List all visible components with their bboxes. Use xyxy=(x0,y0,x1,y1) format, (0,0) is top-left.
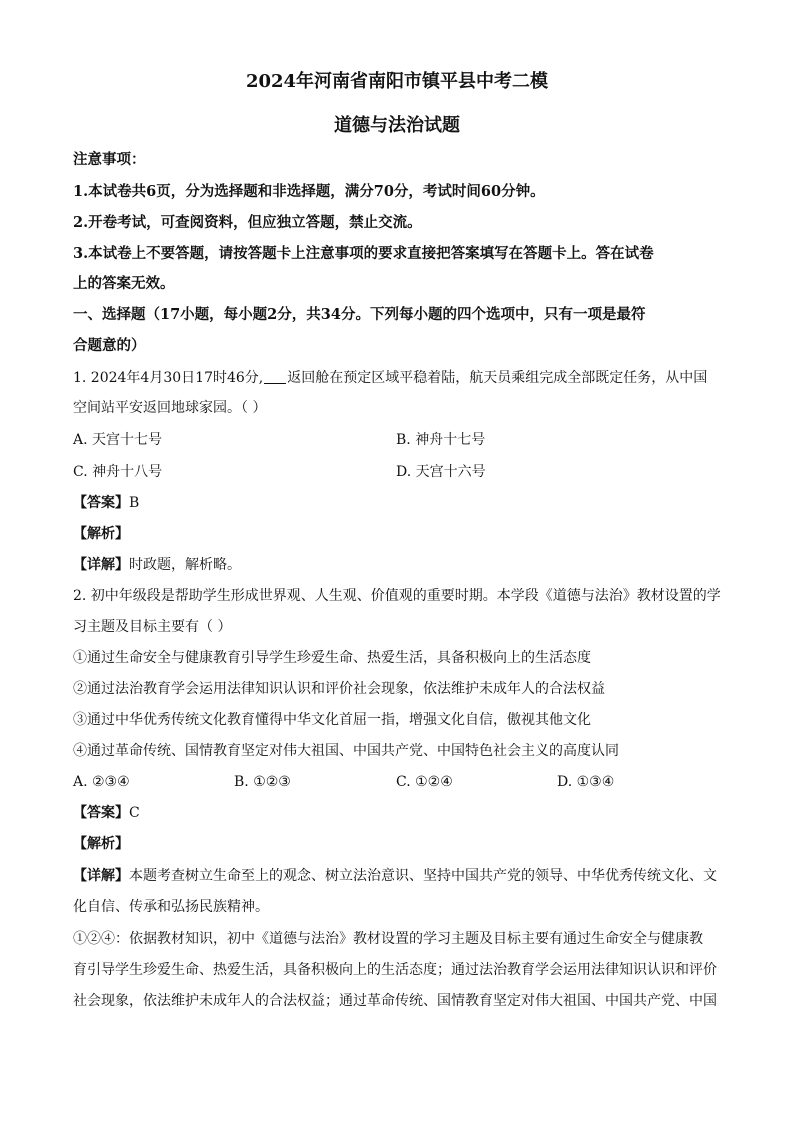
q2-detail xyxy=(73,866,717,886)
note-item: 1.本试卷共6页，分为选择题和非选择题，满分70分，考试时间60分钟。 xyxy=(73,183,545,200)
answer-value: C xyxy=(129,805,140,821)
notes-heading: 注意事项： xyxy=(73,151,146,168)
q2-item: ④通过革命传统、国情教育坚定对伟大祖国、中国共产党、中国特色社会主义的高度认同 xyxy=(73,743,619,759)
q1-stem-end: 返回舱在预定区域平稳着陆，航天员乘组完成全部既定任务，从中国 xyxy=(287,370,708,386)
q1-option-b: B. 神舟十七号 xyxy=(396,432,486,448)
detail-text: 时政题，解析略。 xyxy=(129,557,241,573)
answer-label: 【答案】 xyxy=(73,495,129,511)
q2-analysis-label: 【解析】 xyxy=(73,836,129,852)
q1-blank xyxy=(264,369,286,384)
q2-item: ①通过生命安全与健康教育引导学生珍爱生命、热爱生活，具备积极向上的生活态度 xyxy=(73,650,591,666)
section-heading: 一、选择题（17小题，每小题2分，共34分。下列每小题的四个选项中，只有一项是最符 xyxy=(73,306,646,323)
q1-stem-start: 1. 2024年4月30日17时46分, xyxy=(73,370,264,386)
q2-detail-cont: 育引导学生珍爱生命、热爱生活，具备积极向上的生活态度；通过法治教育学会运用法律知识认识和评价 xyxy=(73,962,717,978)
q2-detail-cont: ①②④：依据教材知识，初中《道德与法治》教材设置的学习主题及目标主要有通过生命安全与健康教 xyxy=(73,931,703,947)
detail-text: 本题考查树立生命至上的观念、树立法治意识、坚持中国共产党的领导、中华优秀传统文化、文 xyxy=(129,868,717,884)
note-item: 上的答案无效。 xyxy=(73,275,175,292)
section-heading-cont: 合题意的） xyxy=(73,337,146,354)
q1-option-c: C. 神舟十八号 xyxy=(73,464,163,480)
q2-answer xyxy=(73,803,140,823)
page-title: 2024年河南省南阳市镇平县中考二模 xyxy=(245,71,549,92)
q2-stem-cont: 习主题及目标主要有（ ） xyxy=(73,619,232,635)
q2-detail-cont: 化自信、传承和弘扬民族精神。 xyxy=(73,899,269,915)
answer-label: 【答案】 xyxy=(73,805,129,821)
q1-stem-cont: 空间站平安返回地球家园。（ ） xyxy=(73,400,267,416)
q1-option-d: D. 天宫十六号 xyxy=(396,464,486,480)
q1-stem xyxy=(73,368,707,388)
q2-detail-cont: 社会现象，依法维护未成年人的合法权益；通过革命传统、国情教育坚定对伟大祖国、中国共产党、中国 xyxy=(73,993,717,1009)
q1-analysis-label: 【解析】 xyxy=(73,526,129,542)
q2-item: ②通过法治教育学会运用法律知识认识和评价社会现象，依法维护未成年人的合法权益 xyxy=(73,681,605,697)
note-item: 3.本试卷上不要答题，请按答题卡上注意事项的要求直接把答案填写在答题卡上。答在试卷 xyxy=(73,245,654,262)
q2-option-b: B. ①②③ xyxy=(234,774,291,790)
q2-option-a: A. ②③④ xyxy=(73,774,130,790)
page-subtitle: 道德与法治试题 xyxy=(334,115,460,136)
q1-option-a: A. 天宫十七号 xyxy=(73,432,163,448)
detail-label: 【详解】 xyxy=(73,868,129,884)
answer-value: B xyxy=(129,495,140,511)
q1-detail xyxy=(73,555,241,575)
q2-option-d: D. ①③④ xyxy=(557,774,615,790)
note-item: 2.开卷考试，可查阅资料，但应独立答题，禁止交流。 xyxy=(73,214,422,231)
q1-answer xyxy=(73,493,139,513)
q2-stem: 2. 初中年级段是帮助学生形成世界观、人生观、价值观的重要时期。本学段《道德与法治》教材设置的学 xyxy=(73,588,721,604)
q2-option-c: C. ①②④ xyxy=(396,774,453,790)
q2-item: ③通过中华优秀传统文化教育懂得中华文化首屈一指，增强文化自信，傲视其他文化 xyxy=(73,712,591,728)
detail-label: 【详解】 xyxy=(73,557,129,573)
